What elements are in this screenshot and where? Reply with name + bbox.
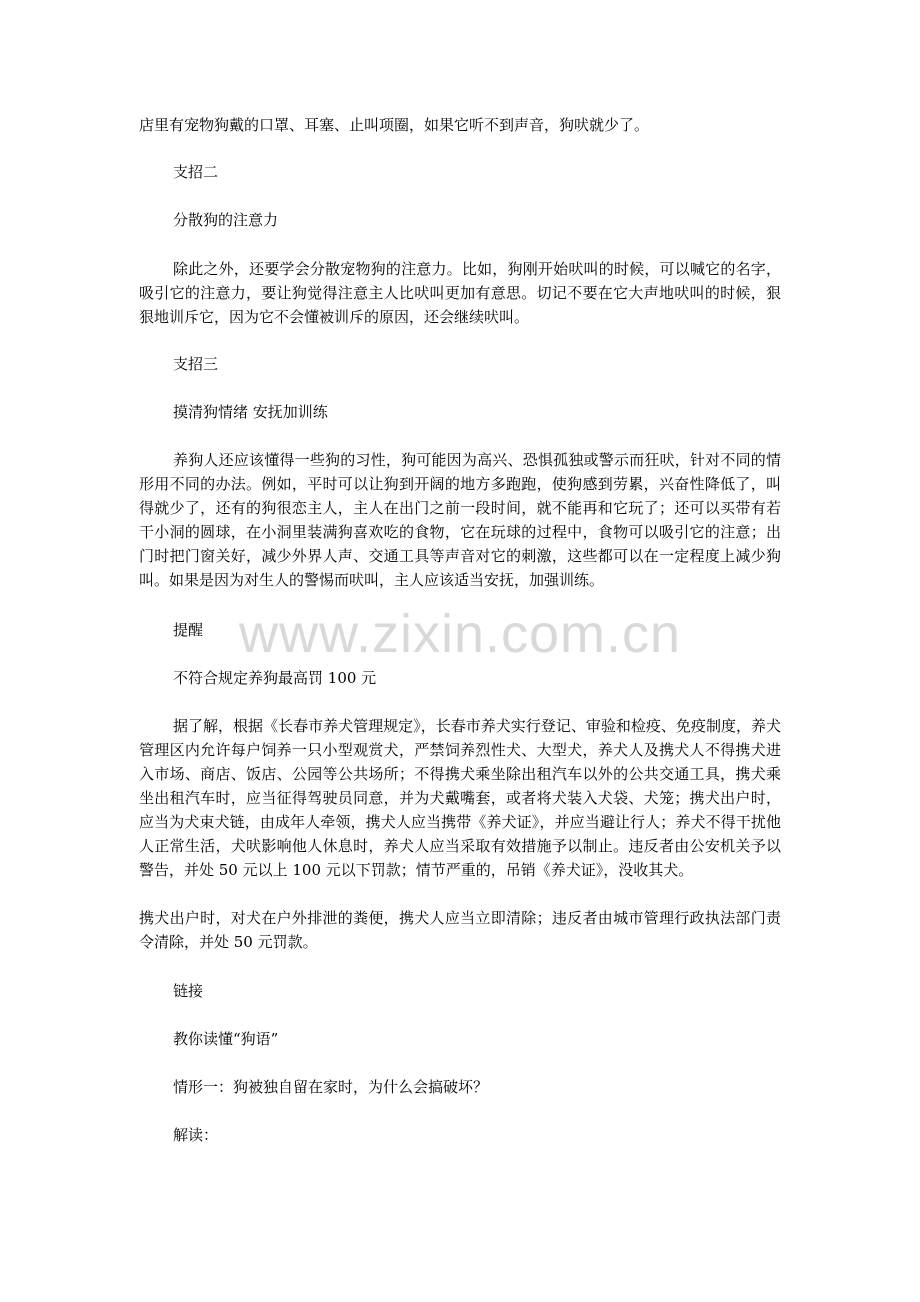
reminder-paragraph: 据了解，根据《长春市养犬管理规定》，长春市养犬实行登记、审验和检疫、免疫制度，养犬管理区内允许每户饲养一只小型观赏犬，严禁饲养烈性犬、大型犬，养犬人及携犬人不得携犬进入市场、商店、饭店、公园等公共场所；不得携犬乘坐除出租汽车以外的公共交通工具，携犬乘坐出租汽车时，应当征得驾驶员同意，并为犬戴嘴套，或者将犬装入犬袋、犬笼；携犬出户时，应当为犬束犬链，由成年人牵领，携犬人应当携带《养犬证》，并应当避让行人；养犬不得干扰他人正常生活，犬吠影响他人休息时，养犬人应当采取有效措施予以制止。违反者由公安机关予以警告，并处 50 元以上 100 元以下罚款；情节严重的，吊销《养犬证》，没收其犬。: [139, 717, 781, 879]
watermark: www.zixin.com.cn: [238, 604, 682, 664]
reminder-subheading: 不符合规定养狗最高罚 100 元: [173, 669, 377, 687]
tip-two-paragraph: 除此之外，还要学会分散宠物狗的注意力。比如，狗刚开始吠叫的时候，可以喊它的名字，吸引它的注意力，要让狗觉得注意主人比吠叫更加有意思。切记不要在它大声地吠叫的时候，狠狠地训斥它，因为它不会懂被训斥的原因，还会继续吠叫。: [139, 260, 781, 326]
link-subheading: 教你读懂“狗语”: [173, 1030, 279, 1048]
reminder-heading: 提醒: [173, 621, 204, 639]
tip-two-subheading: 分散狗的注意力: [173, 211, 279, 229]
explanation-heading: 解读：: [173, 1126, 219, 1144]
case-one-heading: 情形一：狗被独自留在家时，为什么会搞破坏？: [173, 1078, 489, 1096]
intro-paragraph: 店里有宠物狗戴的口罩、耳塞、止叫项圈，如果它听不到声音，狗吠就少了。: [139, 116, 650, 134]
tip-three-subheading: 摸清狗情绪 安抚加训练: [173, 403, 328, 421]
link-heading: 链接: [173, 982, 204, 1000]
reminder-paragraph-2: 携犬出户时，对犬在户外排泄的粪便，携犬人应当立即清除；违反者由城市管理行政执法部门责令清除，并处 50 元罚款。: [139, 909, 781, 951]
tip-three-paragraph: 养狗人还应该懂得一些狗的习性，狗可能因为高兴、恐惧孤独或警示而狂吠，针对不同的情形用不同的办法。例如，平时可以让狗到开阔的地方多跑跑，使狗感到劳累，兴奋性降低了，叫得就少了，还有的狗很恋主人，主人在出门之前一段时间，就不能再和它玩了；还可以买带有若干小洞的圆球，在小洞里装满狗喜欢吃的食物，它在玩球的过程中，食物可以吸引它的注意；出门时把门窗关好，减少外界人声、交通工具等声音对它的刺激，这些都可以在一定程度上减少狗叫。如果是因为对生人的警惕而吠叫，主人应该适当安抚，加强训练。: [139, 451, 781, 589]
tip-three-heading: 支招三: [173, 355, 219, 373]
tip-two-heading: 支招二: [173, 163, 219, 181]
